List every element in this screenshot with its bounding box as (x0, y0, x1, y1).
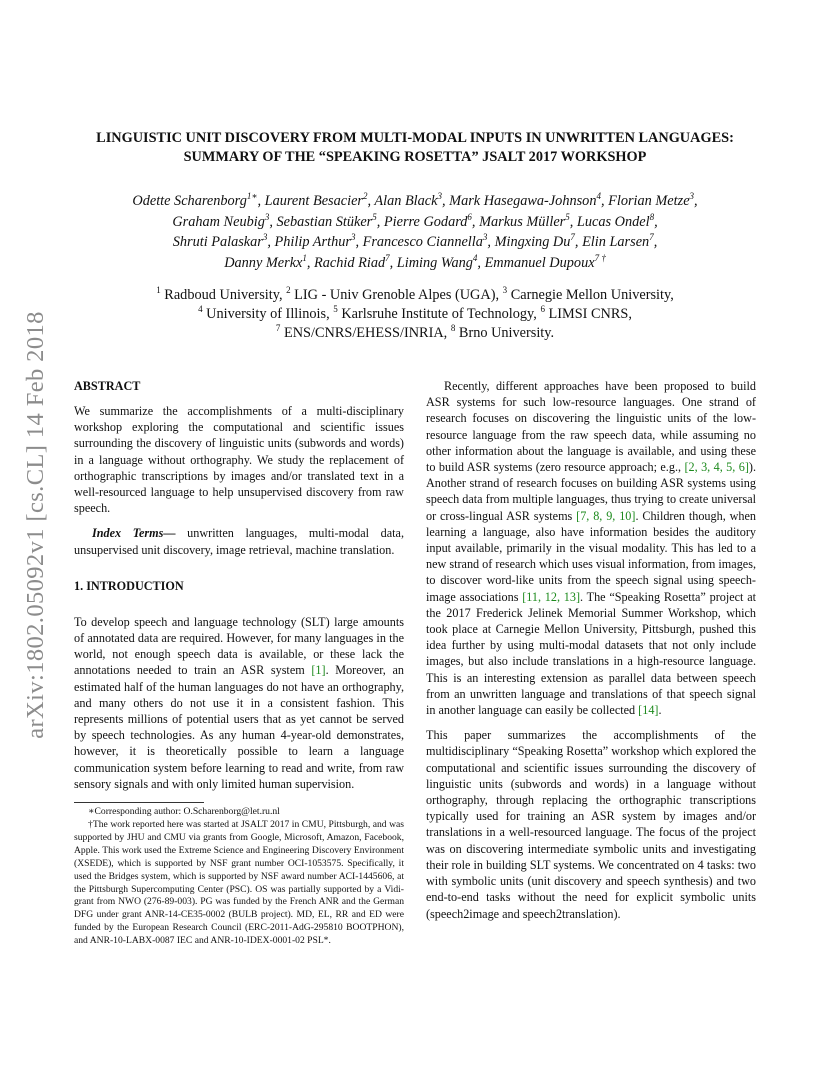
affiliation-mark: 4 (198, 304, 203, 315)
author-name: Florian Metze (608, 193, 690, 209)
author-name: Danny Merkx (224, 254, 303, 271)
affiliation-mark: 3 (502, 285, 508, 296)
affiliation-mark: 5 (333, 304, 338, 315)
footnote-divider (74, 802, 204, 803)
left-column (74, 378, 404, 948)
abstract-heading: ABSTRACT (74, 379, 141, 393)
author-affiliation-mark: 7 (570, 232, 575, 243)
author-name: Pierre Godard (383, 213, 468, 230)
author-affiliation-mark: 3 (689, 191, 695, 202)
paragraph-text: ). Another strand of research focuses on building ASR systems using speech data from multiple languages, thus trying to create universal or cross-lingual ASR systems (426, 460, 756, 523)
author-name: Markus Müller (479, 213, 566, 230)
introduction-heading: 1. INTRODUCTION (74, 578, 184, 593)
author-name: Laurent Besacier (264, 193, 363, 209)
citation-link: [11, 12, 13] (522, 589, 581, 604)
author-affiliation-mark: 6 (467, 211, 472, 222)
author-name: Lucas Ondel (576, 213, 650, 230)
affiliation-name: University of Illinois (206, 306, 327, 322)
index-terms-text: unwritten languages, multi-modal data, unsupervised unit discovery, image retrieval, machine translation. (74, 526, 404, 557)
affiliation-mark: 2 (286, 285, 291, 296)
author-name: Graham Neubig (172, 213, 265, 230)
author-name: Emmanuel Dupoux (484, 254, 595, 271)
affiliation-name: LIMSI CNRS (548, 306, 629, 322)
author-name: Shruti Palaskar (172, 234, 263, 250)
author-affiliation-mark: 8 (649, 211, 655, 222)
author-name: Mark Hasegawa-Johnson (449, 193, 597, 209)
author-affiliation-mark: 3 (350, 232, 356, 243)
affiliation-name: Radboud University (164, 287, 279, 303)
citation-link: [7, 8, 9, 10] (576, 508, 636, 523)
author-affiliation-mark: 5 (372, 211, 377, 222)
citation-link: [1] (311, 663, 326, 678)
author-affiliation-mark: 7 † (594, 252, 606, 263)
author-affiliation-mark: 3 (262, 232, 268, 243)
author-affiliation-mark: 7 (649, 232, 654, 243)
affiliation-name: Karlsruhe Institute of Technology (341, 306, 534, 322)
footnote-corresponding-author: ∗Corresponding author: O.Scharenborg@let.ru.nl (88, 806, 280, 818)
author-affiliation-mark: 5 (565, 211, 570, 222)
author-name: Sebastian Stüker (276, 213, 373, 230)
intro-paragraph-3 (426, 727, 756, 921)
index-terms-label: Index Terms— (92, 526, 176, 541)
author-affiliation-mark: 7 (385, 252, 390, 263)
affiliation-name: LIG - Univ Grenoble Alpes (UGA) (294, 287, 496, 303)
arxiv-stamp (16, 290, 56, 760)
author-affiliation-mark: 4 (596, 191, 601, 202)
author-name: Rachid Riad (314, 254, 386, 271)
paragraph-text: . The “Speaking Rosetta” project at the 2017 Frederick Jelinek Memorial Summer Workshop, which took place at Carnegie Mellon University, Pittsburgh, pushed this idea further by using multi-modal datasets that not only include images, but also include translations in a high-resource language. This is an interesting extension as parallel data between speech from an unwritten language and translations of that speech signal in another language can easily be collected (426, 589, 756, 718)
affiliation-mark: 1 (156, 285, 161, 296)
citation-link: [2, 3, 4, 5, 6] (684, 460, 749, 475)
author-name: Mingxing Du (494, 234, 571, 250)
author-name: Alan Black (374, 193, 438, 209)
affiliation-name: Brno University. (458, 325, 555, 341)
paragraph-text: This paper summarizes the accomplishments of the multidisciplinary “Speaking Rosetta” workshop which explored the computational and scientific issues surrounding the discovery of linguistic units (subwords and words) in a language without orthography, through replacing the orthographic transcriptions typically used for training an ASR system by images and/or translations in a well-resourced language. The focus of the project was on discovering intermediate symbolic units and investigating their role in building SLT systems. We concentrated on 4 tasks: two with symbolic units (unit discovery and speech synthesis) and two end-to-end tasks without the need for explicit symbolic units (speech2image and speech2translation). (426, 728, 756, 921)
author-list: Odette Scharenborg$^{1∗}$, Laurent Besacier$^2$, Alan Black$^3$, Mark Hasegawa-Johnson$^4$, Florian Metze$^3$, Graham Neubig$^3$, Sebastian Stüker$^5$, Pierre Godard$^6$, Markus Müller$^5$, Lucas Ondel$^8$, Shruti Palaskar$^3$, Philip Arthur$^3$, Francesco Ciannella$^3$, Mingxing Du$^7$, Elin Larsen$^7$, Danny Merkx$^1$, Rachid Riad$^7$, Liming Wang$^4$, Emmanuel Dupoux$^{7 \dagger}$ (132, 191, 698, 271)
paragraph-text: To develop speech and language technology (SLT) large amounts of annotated data are required. However, for many languages in the world, not enough speech data is available, or these lack the annotations needed to train an ASR system (74, 614, 404, 678)
intro-paragraph-2 (426, 378, 756, 718)
author-affiliation-mark: 3 (482, 232, 488, 243)
citation-link: [14] (638, 703, 659, 718)
author-affiliation-mark: 1 (302, 252, 307, 263)
author-name: Elin Larsen (582, 234, 650, 250)
paragraph-text: . Children though, when learning a language, also have information besides the auditory input available, primarily in the visual modality. This has led to a new strand of research which uses visual information, from images, to discover word-like units from the speech signal using speech-image associations (426, 508, 756, 604)
author-affiliation-mark: 1∗ (246, 191, 258, 202)
author-name: Odette Scharenborg (132, 193, 247, 209)
author-affiliation-mark: 3 (264, 211, 270, 222)
paragraph-text: . Moreover, an estimated half of the human languages do not have an orthography, and many others do not use it in a consistent fashion. This represents millions of potential users that as yet cannot be served by speech technologies. As any human 4-year-old demonstrates, however, it is theoretically possible to learn a language communication system before learning to read and write, from raw sensory signals and with only limited human supervision. (74, 663, 404, 791)
paragraph-text: . (658, 703, 662, 718)
author-name: Francesco Ciannella (362, 234, 483, 250)
affiliation-mark: 6 (540, 304, 545, 315)
index-terms (74, 525, 404, 557)
affiliation-mark: 7 (275, 323, 281, 334)
author-affiliation-mark: 4 (472, 252, 478, 263)
author-affiliation-mark: 3 (437, 191, 442, 202)
paper-title: LINGUISTIC UNIT DISCOVERY FROM MULTI-MODAL INPUTS IN UNWRITTEN LANGUAGES: SUMMARY OF THE “SPEAKING ROSETTA” JSALT 2017 WORKSHOP (96, 130, 734, 165)
affiliation-name: Carnegie Mellon University (510, 287, 671, 303)
affiliation-list: $^1$ Radboud University, $^2$ LIG - Univ Grenoble Alpes (UGA), $^3$ Carnegie Mellon University, $^4$ University of Illinois, $^5$ Karlsruhe Institute of Technology, $^6$ LIMSI CNRS, $^7$ ENS/CNRS/EHESS/INRIA, $^8$ Brno University. (156, 285, 674, 341)
affiliation-mark: 8 (450, 323, 456, 334)
paragraph-text: Recently, different approaches have been proposed to build ASR systems for such low-resource languages. One strand of research focuses on discovering the linguistic units of the low-resource language from the raw speech data, while assuming no other information about the language is available, and using these to build ASR systems (zero resource approach; e.g., (426, 379, 756, 475)
right-column (426, 378, 756, 922)
intro-paragraph-1 (74, 614, 404, 792)
arxiv-identifier: arXiv:1802.05092v1 [cs.CL] 14 Feb 2018 (22, 311, 50, 739)
author-affiliation-mark: 2 (362, 191, 368, 202)
footnote-funding: †The work reported here was started at JSALT 2017 in CMU, Pittsburgh, and was supported by JHU and CMU via grants from Google, Microsoft, Amazon, Facebook, Apple. This work used the Extreme Science and Engineering Discovery Environment (XSEDE), which is supported by NSF grant number OCI-1053575. Specifically, it used the Bridges system, which is supported by NSF award number ACI-1445606, at the Pittsburgh Supercomputing Center (PSC). OS was partially supported by a Vidi-grant from NWO (276-89-003). PG was funded by the French ANR and the German DFG under grant ANR-14-CE35-0002 (BULB project). MD, EL, RR and ED were funded by the European Research Council (ERC-2011-AdG-295810 BOOTPHON), and ANR-10-LABX-0087 IEC and ANR-10-IDEX-0001-02 PSL*. (74, 818, 404, 947)
abstract-text: We summarize the accomplishments of a multi-disciplinary workshop exploring the computational and scientific issues surrounding the discovery of linguistic units (subwords and words) in a language without orthography. We study the replacement of orthographic transcriptions by images and/or translated text in a well-resourced language to help unsupervised discovery from raw speech. (74, 404, 404, 516)
author-name: Philip Arthur (274, 234, 351, 250)
author-name: Liming Wang (396, 254, 473, 271)
affiliation-name: ENS/CNRS/EHESS/INRIA (283, 325, 444, 341)
